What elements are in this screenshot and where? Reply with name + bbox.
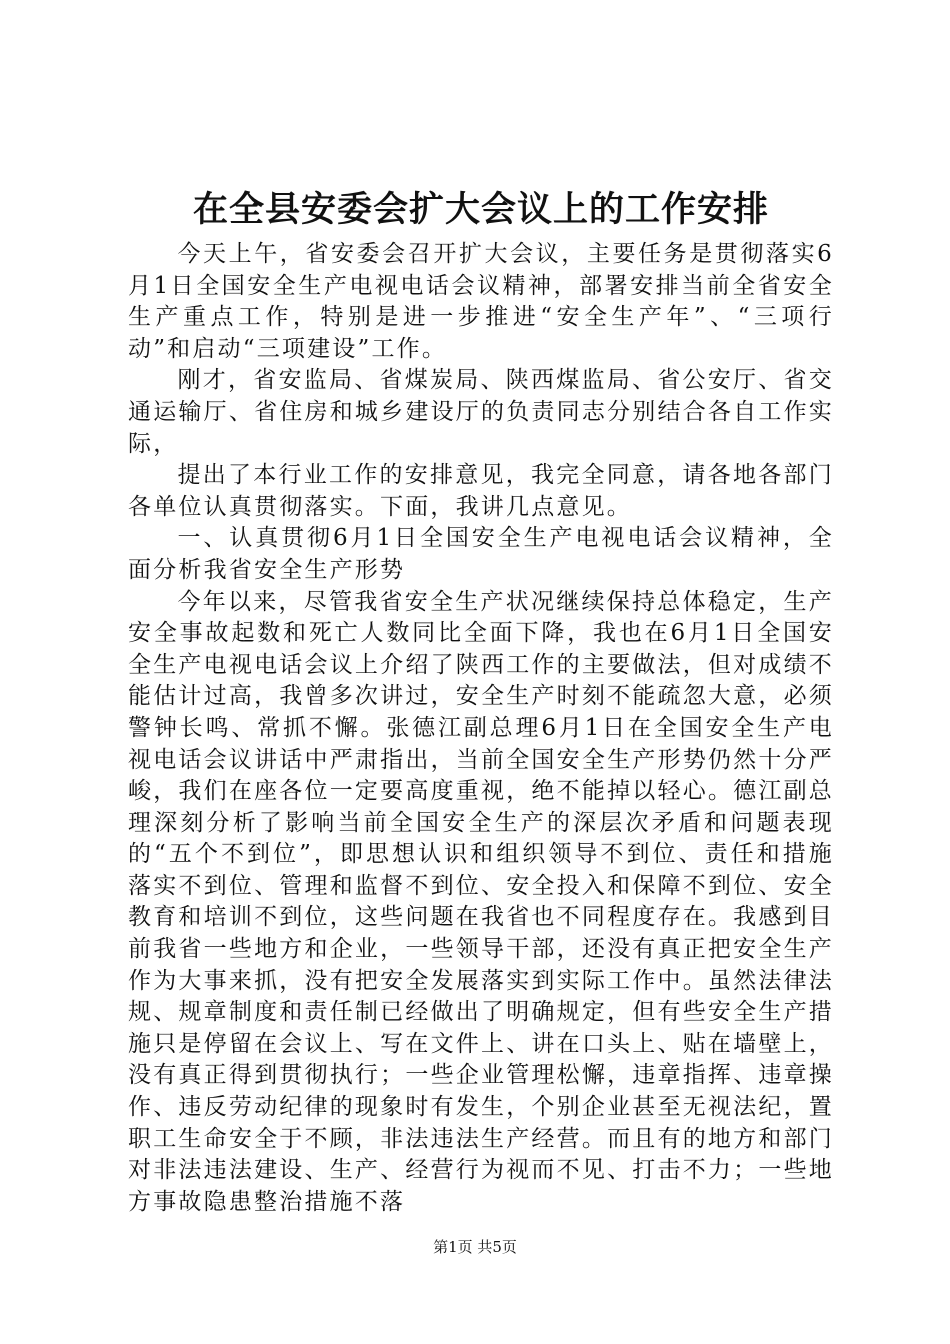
section-heading-1: 一、认真贯彻6月1日全国安全生产电视电话会议精神，全面分析我省安全生产形势 [128, 525, 834, 583]
paragraph-agreement: 提出了本行业工作的安排意见，我完全同意，请各地各部门各单位认真贯彻落实。下面，我讲几点意见。 [128, 462, 834, 520]
page-footer: 第1页 共5页 [433, 1238, 517, 1256]
document-page [128, 0, 834, 1344]
document-body [128, 239, 834, 1218]
paragraph-speakers: 刚才，省安监局、省煤炭局、陕西煤监局、省公安厅、省交通运输厅、省住房和城乡建设厅的负责同志分别结合各自工作实际， [128, 367, 834, 457]
document-title: 在全县安委会扩大会议上的工作安排 [192, 189, 769, 230]
paragraph-situation: 今年以来，尽管我省安全生产状况继续保持总体稳定，生产安全事故起数和死亡人数同比全面下降，我也在6月1日全国安全生产电视电话会议上介绍了陕西工作的主要做法，但对成绩不能估计过高，我曾多次讲过，安全生产时刻不能疏忽大意，必须警钟长鸣、常抓不懈。张德江副总理6月1日在全国安全生产电视电话会议讲话中严肃指出，当前全国安全生产形势仍然十分严峻，我们在座各位一定要高度重视，绝不能掉以轻心。德江副总理深刻分析了影响当前全国安全生产的深层次矛盾和问题表现的“五个不到位”，即思想认识和组织领导不到位、责任和措施落实不到位、管理和监督不到位、安全投入和保障不到位、安全教育和培训不到位，这些问题在我省也不同程度存在。我感到目前我省一些地方和企业，一些领导干部，还没有真正把安全生产作为大事来抓，没有把安全发展落实到实际工作中。虽然法律法规、规章制度和责任制已经做出了明确规定，但有些安全生产措施只是停留在会议上、写在文件上、讲在口头上、贴在墙壁上，没有真正得到贯彻执行；一些企业管理松懈，违章指挥、违章操作、违反劳动纪律的现象时有发生，个别企业甚至无视法纪，置职工生命安全于不顾，非法违法生产经营。而且有的地方和部门对非法违法建设、生产、经营行为视而不见、打击不力；一些地方事故隐患整治措施不落 [128, 588, 834, 1215]
paragraph-intro: 今天上午，省安委会召开扩大会议，主要任务是贯彻落实6月1日全国安全生产电视电话会议精神，部署安排当前全省安全生产重点工作，特别是进一步推进“安全生产年”、“三项行动”和启动“三项建设”工作。 [128, 241, 834, 362]
